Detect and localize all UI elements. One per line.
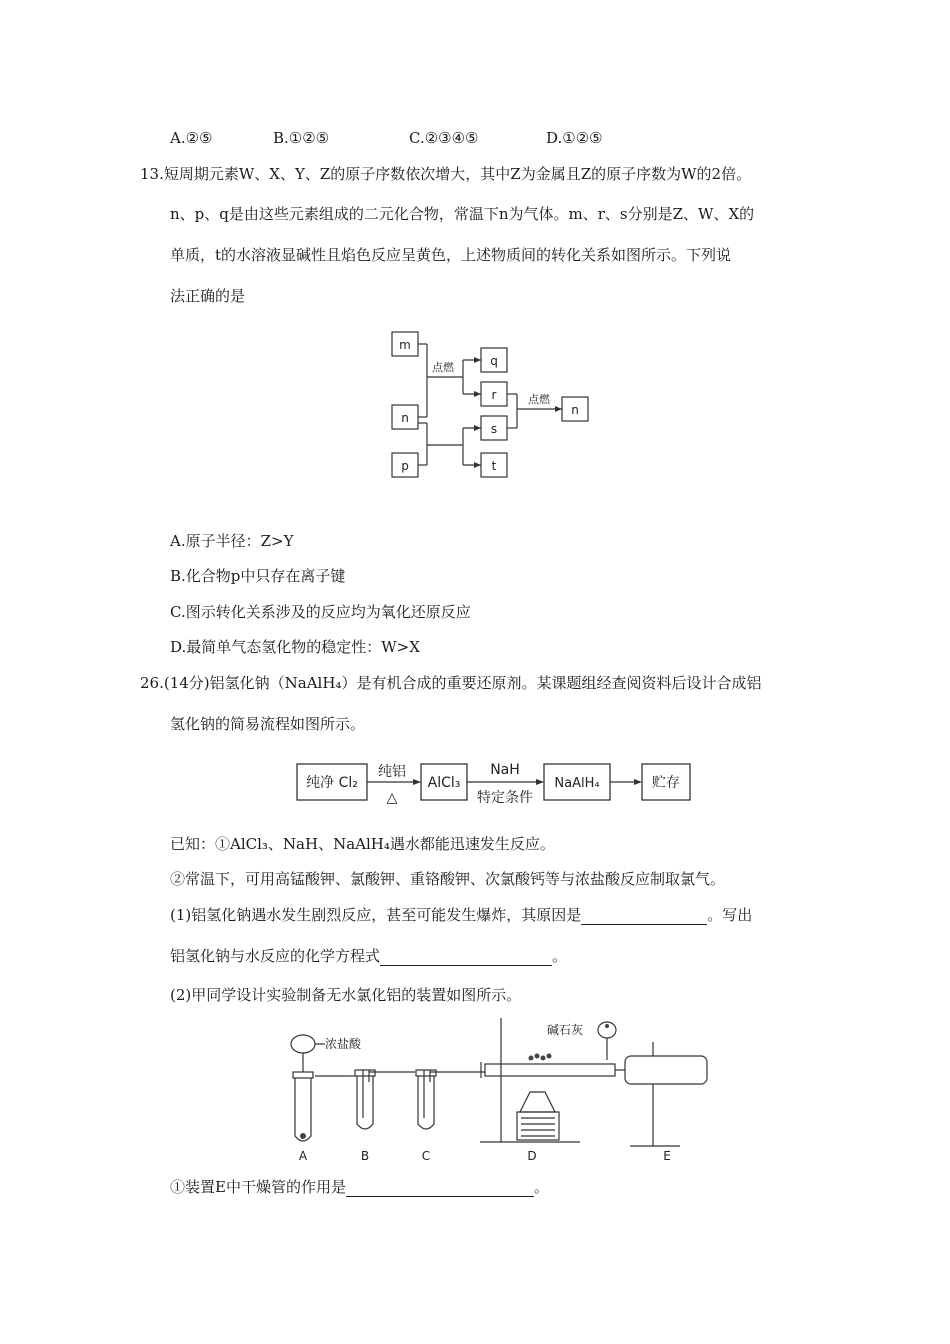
flow-arrow1-bottom: △ [386,790,398,806]
q12-option-a: A.②⑤ [170,129,213,147]
box-t-label: t [491,459,497,473]
q13-transformation-diagram [385,325,595,485]
box-n-left-label: n [401,411,409,425]
box-p-label: p [401,459,409,473]
label-soda-lime: 碱石灰 [547,1023,584,1037]
q13-option-d: D.最简单气态氢化物的稳定性：W>X [170,638,420,656]
q26-part1-answer-blank-2[interactable] [380,949,552,966]
q26-part1-text-c: 铝氢化钠与水反应的化学方程式 [170,947,381,965]
q26-part1-text-d: 。 [552,947,568,965]
q26-known-2: ②常温下，可用高锰酸钾、氯酸钾、重铬酸钾、次氯酸钙等与浓盐酸反应制取氯气。 [170,870,726,888]
box-q-label: q [490,354,498,368]
q13-option-a: A.原子半径：Z>Y [170,532,294,550]
box-r-label: r [491,388,497,402]
q26-known-1: 已知：①AlCl₃、NaH、NaAlH₄遇水都能迅速发生反应。 [170,835,555,853]
ignite-label-2: 点燃 [528,393,550,406]
q26-part1-line2 [170,946,567,966]
q13-option-c: C.图示转化关系涉及的反应均为氧化还原反应 [170,603,471,621]
label-d: D [527,1149,537,1163]
q26-part1-line1 [170,905,752,925]
q26-synthesis-flowchart [295,752,695,812]
flow-arrow2-bottom: 特定条件 [477,790,533,806]
q12-option-d: D.①②⑤ [546,129,603,147]
q12-option-c: C.②③④⑤ [409,129,479,147]
q26-apparatus-diagram [275,1012,715,1164]
label-e: E [663,1149,671,1163]
q13-option-b: B.化合物p中只存在离子键 [170,567,346,585]
q13-stem-line-3: 单质，t的水溶液显碱性且焰色反应呈黄色，上述物质间的转化关系如图所示。下列说 [170,246,732,264]
q12-options [170,128,603,148]
label-c: C [421,1149,431,1163]
flow-arrow2-top: NaH [490,762,520,778]
q26-part2: (2)甲同学设计实验制备无水氯化铝的装置如图所示。 [170,986,522,1004]
label-b: B [360,1149,370,1163]
q26-sub1-answer-blank[interactable] [346,1180,534,1197]
flow-arrow1-top: 纯铝 [378,764,406,780]
box-m-label: m [399,338,411,352]
box-s-label: s [490,422,498,436]
q26-part1-text-a: (1)铝氢化钠遇水发生剧烈反应，甚至可能发生爆炸，其原因是 [170,906,582,924]
q26-part1-answer-blank-1[interactable] [581,908,707,925]
flow-box-naalh4: NaAlH₄ [554,776,600,791]
q26-sub1-text-a: ①装置E中干燥管的作用是 [170,1178,346,1196]
q13-stem-line-2: n、p、q是由这些元素组成的二元化合物，常温下n为气体。m、r、s分别是Z、W、X的 [170,205,755,223]
label-conc-hcl: 浓盐酸 [325,1037,362,1051]
flow-box-storage: 贮存 [652,775,680,791]
q12-option-b: B.①②⑤ [273,129,330,147]
q13-stem-line-1: 13.短周期元素W、X、Y、Z的原子序数依次增大，其中Z为金属且Z的原子序数为W的2倍。 [140,165,752,183]
q26-part1-text-b: 。写出 [707,906,753,924]
flow-box-alcl3: AlCl₃ [427,775,461,791]
ignite-label-1: 点燃 [432,361,454,374]
q26-stem-line-2: 氢化钠的简易流程如图所示。 [170,715,366,733]
box-n-right-label: n [571,403,579,417]
q13-stem-line-4: 法正确的是 [170,287,246,305]
q26-sub1 [170,1177,549,1197]
q26-sub1-text-b: 。 [533,1178,549,1196]
q26-stem-line-1: 26.(14分)铝氢化钠（NaAlH₄）是有机合成的重要还原剂。某课题组经查阅资料后设计合成铝 [140,674,762,692]
flow-box-cl2: 纯净 Cl₂ [306,775,358,791]
label-a: A [298,1149,308,1163]
